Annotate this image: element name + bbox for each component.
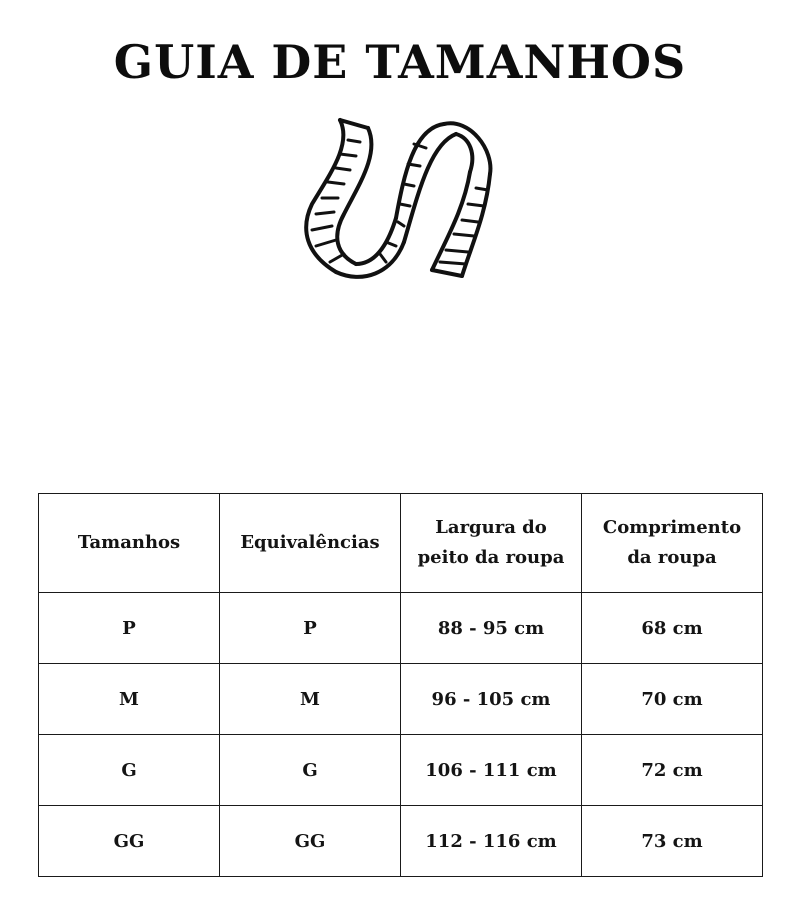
table-cell: 96 - 105 cm	[401, 664, 582, 735]
table-cell: G	[39, 735, 220, 806]
table-cell: 72 cm	[582, 735, 763, 806]
table-row	[39, 735, 763, 806]
table-cell: GG	[220, 806, 401, 877]
header-comprimento: Comprimento da roupa	[582, 494, 763, 593]
table-cell: G	[220, 735, 401, 806]
table-cell: 70 cm	[582, 664, 763, 735]
table-cell: GG	[39, 806, 220, 877]
page-title: GUIA DE TAMANHOS	[113, 35, 687, 89]
table-cell: P	[39, 593, 220, 664]
header-equivalencias: Equivalências	[220, 494, 401, 593]
table-row	[39, 664, 763, 735]
header-tamanhos: Tamanhos	[39, 494, 220, 593]
table-cell: 73 cm	[582, 806, 763, 877]
table-row	[39, 806, 763, 877]
table-header-row	[39, 494, 763, 593]
measuring-tape-icon	[300, 114, 500, 286]
table-cell: M	[220, 664, 401, 735]
table-cell: M	[39, 664, 220, 735]
table-cell: P	[220, 593, 401, 664]
table-row	[39, 593, 763, 664]
table-cell: 106 - 111 cm	[401, 735, 582, 806]
table-cell: 68 cm	[582, 593, 763, 664]
table-cell: 88 - 95 cm	[401, 593, 582, 664]
table-cell: 112 - 116 cm	[401, 806, 582, 877]
size-table	[38, 493, 763, 877]
header-largura: Largura do peito da roupa	[401, 494, 582, 593]
